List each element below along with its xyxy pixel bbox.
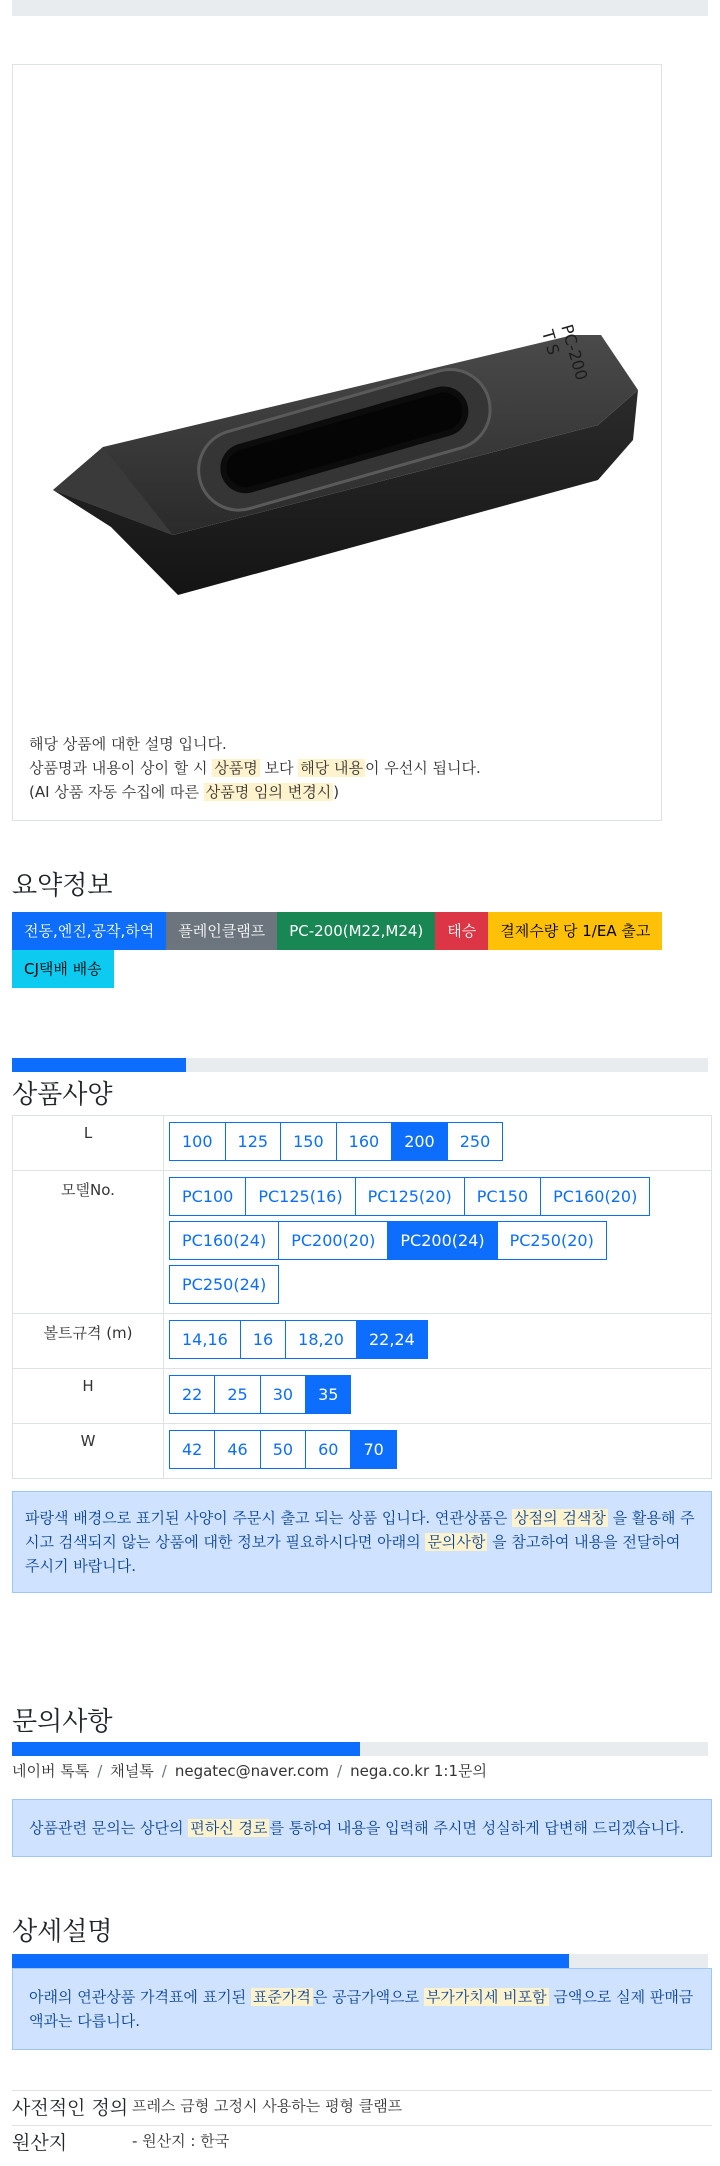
summary-badge: 결제수량 당 1/EA 출고 bbox=[488, 912, 662, 950]
spec-option-button[interactable]: PC160(24) bbox=[169, 1221, 279, 1260]
product-image-description bbox=[29, 732, 481, 804]
inquiry-progress bbox=[12, 1742, 708, 1756]
spec-row bbox=[13, 1314, 712, 1369]
spec-option-button[interactable]: 22,24 bbox=[356, 1320, 428, 1359]
highlight-contact-route: 편하신 경로 bbox=[190, 1819, 268, 1837]
breadcrumb-separator: / bbox=[161, 1762, 167, 1780]
spec-option-button[interactable]: 46 bbox=[214, 1430, 260, 1469]
spec-option-button[interactable]: PC250(20) bbox=[497, 1221, 607, 1260]
spec-option-button[interactable]: 100 bbox=[169, 1122, 226, 1161]
spec-option-button[interactable]: 30 bbox=[260, 1375, 306, 1414]
spec-row-label: 볼트규격 (m) bbox=[13, 1314, 164, 1369]
spec-option-button[interactable]: PC250(24) bbox=[169, 1265, 279, 1304]
highlight-search-box: 상점의 검색창 bbox=[514, 1509, 606, 1527]
spec-option-button[interactable]: 22 bbox=[169, 1375, 215, 1414]
breadcrumb-separator: / bbox=[337, 1762, 343, 1780]
spec-option-button[interactable]: PC125(20) bbox=[355, 1177, 465, 1216]
contact-link[interactable]: negatec@naver.com bbox=[174, 1762, 330, 1780]
spec-option-button[interactable]: 14,16 bbox=[169, 1320, 241, 1359]
detail-title: 상세설명 bbox=[12, 1917, 113, 1947]
spec-row bbox=[13, 1171, 712, 1314]
summary-badges bbox=[12, 912, 712, 988]
spec-alert: 파랑색 배경으로 표기된 사양이 주문시 출고 되는 상품 입니다. 연관상품은 상점의 검색창 을 활용해 주시고 검색되지 않는 상품에 대한 정보가 필요하시다면 아래의 문의사항 을 참고하여 내용을 전달하여 주시기 바랍니다. bbox=[12, 1491, 712, 1593]
spec-row-options bbox=[164, 1424, 712, 1479]
detail-progress bbox=[12, 1954, 708, 1968]
desc-line-2: 상품명과 내용이 상이 할 시 상품명 보다 해당 내용 이 우선시 됩니다. bbox=[29, 759, 481, 777]
summary-badge: 전동,엔진,공작,하역 bbox=[12, 912, 166, 950]
spec-option-button[interactable]: PC160(20) bbox=[540, 1177, 650, 1216]
spec-row-options bbox=[164, 1369, 712, 1424]
highlight-inquiry: 문의사항 bbox=[427, 1533, 486, 1551]
contact-link[interactable]: 채널톡 bbox=[110, 1762, 154, 1780]
highlight-product-name: 상품명 bbox=[214, 759, 258, 777]
spec-option-button[interactable]: PC100 bbox=[169, 1177, 246, 1216]
spec-row-options bbox=[164, 1171, 712, 1314]
summary-badge: PC-200(M22,M24) bbox=[277, 912, 435, 950]
breadcrumb-separator: / bbox=[97, 1762, 103, 1780]
spec-title: 상품사양 bbox=[12, 1080, 113, 1110]
spec-row-label: 모델No. bbox=[13, 1171, 164, 1314]
spec-option-button[interactable]: 70 bbox=[350, 1430, 396, 1469]
spec-progress-fill bbox=[12, 1058, 186, 1072]
detail-progress-fill bbox=[12, 1954, 569, 1968]
spec-progress bbox=[12, 1058, 708, 1072]
spec-row-label: H bbox=[13, 1369, 164, 1424]
info-value: - 원산지 : 한국 bbox=[132, 2126, 712, 2161]
spec-option-button[interactable]: PC150 bbox=[464, 1177, 541, 1216]
highlight-name-change: 상품명 임의 변경시 bbox=[205, 783, 332, 801]
contact-link[interactable]: 네이버 톡톡 bbox=[12, 1762, 90, 1780]
spec-option-button[interactable]: 200 bbox=[391, 1122, 448, 1161]
info-row bbox=[12, 2091, 712, 2126]
product-image-frame bbox=[12, 64, 662, 821]
summary-badge: 태승 bbox=[435, 912, 488, 950]
spec-option-button[interactable]: PC125(16) bbox=[245, 1177, 355, 1216]
spec-option-button[interactable]: 18,20 bbox=[285, 1320, 357, 1359]
spec-row bbox=[13, 1369, 712, 1424]
spec-row-options bbox=[164, 1314, 712, 1369]
spec-option-button[interactable]: 125 bbox=[225, 1122, 282, 1161]
spec-option-button[interactable]: 250 bbox=[447, 1122, 504, 1161]
detail-info-table bbox=[12, 2090, 712, 2160]
info-key: 사전적인 정의 bbox=[12, 2091, 132, 2126]
spec-option-button[interactable]: 42 bbox=[169, 1430, 215, 1469]
highlight-content: 해당 내용 bbox=[300, 759, 363, 777]
spec-option-button[interactable]: 50 bbox=[260, 1430, 306, 1469]
spec-option-button[interactable]: 25 bbox=[214, 1375, 260, 1414]
product-image bbox=[53, 265, 653, 605]
spec-option-button[interactable]: PC200(24) bbox=[387, 1221, 497, 1260]
contact-link[interactable]: nega.co.kr 1:1문의 bbox=[350, 1762, 487, 1780]
spec-row bbox=[13, 1116, 712, 1171]
summary-title: 요약정보 bbox=[12, 871, 113, 901]
highlight-vat-excluded: 부가가치세 비포함 bbox=[425, 1988, 547, 2006]
spec-row-label: L bbox=[13, 1116, 164, 1171]
spec-row-label: W bbox=[13, 1424, 164, 1479]
svg-text:PC-200: PC-200 bbox=[557, 322, 592, 383]
top-progress-bar bbox=[12, 0, 708, 16]
info-key: 원산지 bbox=[12, 2126, 132, 2161]
spec-row-options bbox=[164, 1116, 712, 1171]
contact-breadcrumb bbox=[12, 1760, 708, 1781]
inquiry-title: 문의사항 bbox=[12, 1707, 113, 1737]
summary-badge: 플레인클램프 bbox=[166, 912, 277, 950]
info-row bbox=[12, 2126, 712, 2161]
svg-text:T S: T S bbox=[538, 327, 564, 358]
info-value: 프레스 금형 고정시 사용하는 평형 클램프 bbox=[132, 2091, 712, 2126]
desc-line-1: 해당 상품에 대한 설명 입니다. bbox=[29, 735, 227, 753]
spec-option-button[interactable]: 35 bbox=[305, 1375, 351, 1414]
highlight-standard-price: 표준가격 bbox=[252, 1988, 311, 2006]
spec-table bbox=[12, 1115, 712, 1479]
spec-option-button[interactable]: 150 bbox=[280, 1122, 337, 1161]
summary-badge: CJ택배 배송 bbox=[12, 950, 114, 988]
desc-line-3: (AI 상품 자동 수집에 따른 상품명 임의 변경시 ) bbox=[29, 783, 340, 801]
spec-row bbox=[13, 1424, 712, 1479]
spec-option-button[interactable]: 160 bbox=[336, 1122, 393, 1161]
spec-option-button[interactable]: 16 bbox=[240, 1320, 286, 1359]
spec-option-button[interactable]: 60 bbox=[305, 1430, 351, 1469]
spec-option-button[interactable]: PC200(20) bbox=[278, 1221, 388, 1260]
inquiry-alert: 상품관련 문의는 상단의 편하신 경로 를 통하여 내용을 입력해 주시면 성실하게 답변해 드리겠습니다. bbox=[12, 1799, 712, 1857]
inquiry-progress-fill bbox=[12, 1742, 360, 1756]
detail-alert: 아래의 연관상품 가격표에 표기된 표준가격 은 공급가액으로 부가가치세 비포함 금액으로 실제 판매금액과는 다릅니다. bbox=[12, 1968, 712, 2050]
